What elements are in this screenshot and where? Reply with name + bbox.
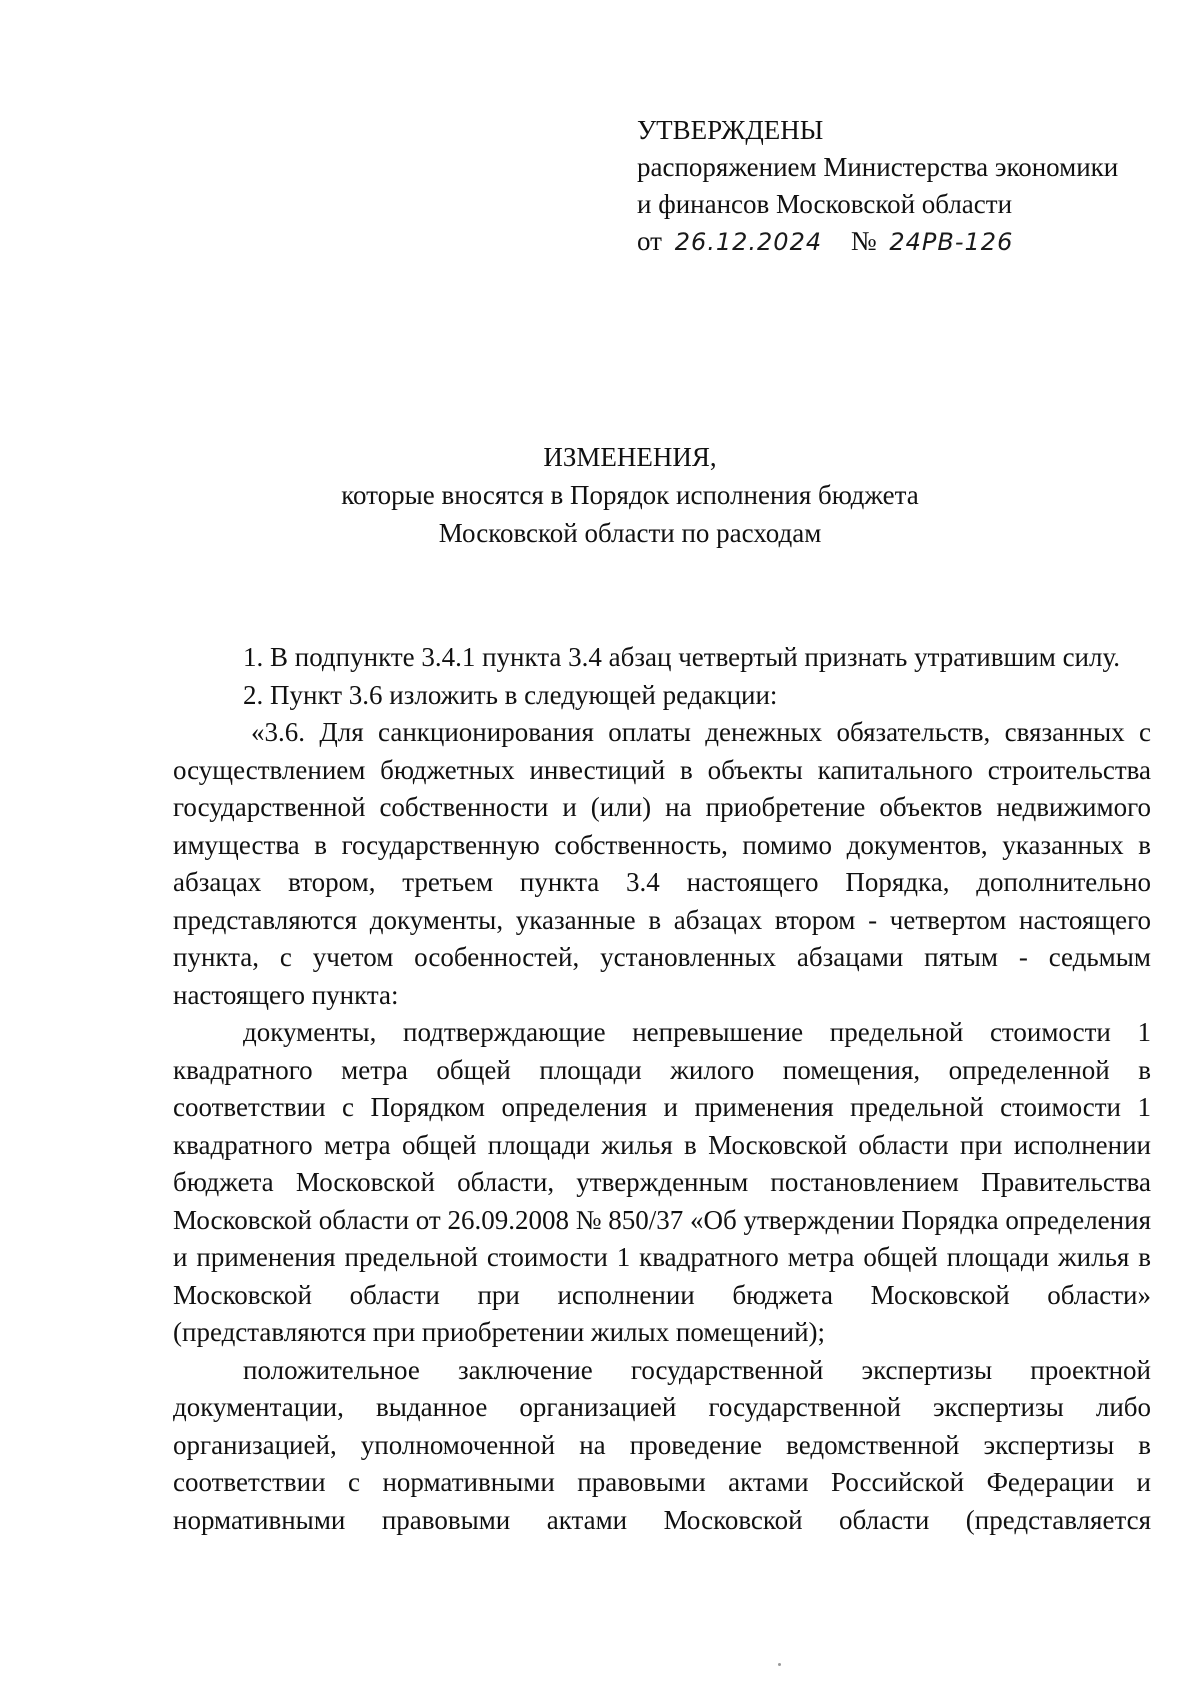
document-subtitle-line-1: которые вносятся в Порядок исполнения бюджета (341, 480, 919, 510)
approval-line-1: распоряжением Министерства экономики (637, 152, 1119, 182)
scan-speck (778, 1663, 781, 1666)
date-prefix: от (637, 226, 662, 256)
paragraph-1: 1. В подпункте 3.4.1 пункта 3.4 абзац четвертый признать утратившим силу. (243, 642, 1121, 672)
number-prefix: № (850, 226, 877, 256)
document-body (173, 639, 1151, 1539)
paragraph-4: документы, подтверждающие непревышение предельной стоимости 1 квадратного метра общей площади жилого помещения, определенной в соответствии с Порядком определения и применения предельной стоимости 1 квадратного метра общей площади жилья в Московской области при исполнении бюджета Московской области, утвержденным постановлением Правительства Московской области от 26.09.2008 № 850/37 «Об утверждении Порядка определения и применения предельной стоимости 1 квадратного метра общей площади жилья в Московской области при исполнении бюджета Московской области» (представляются при приобретении жилых помещений); (173, 1017, 1151, 1347)
approval-block (637, 112, 1177, 261)
paragraph-3: «3.6. Для санкционирования оплаты денежных обязательств, связанных с осуществлением бюджетных инвестиций в объекты капитального строительства государственной собственности и (или) на приобретение объектов недвижимого имущества в государственную собственность, помимо документов, указанных в абзацах втором, третьем пункта 3.4 настоящего Порядка, дополнительно представляются документы, указанные в абзацах втором - четвертом настоящего пункта, с учетом особенностей, установленных абзацами пятым - седьмым настоящего пункта: (173, 717, 1151, 1010)
paragraph-5: положительное заключение государственной экспертизы проектной документации, выданное организацией государственной экспертизы либо организацией, уполномоченной на проведение ведомственной экспертизы в соответствии с нормативными правовыми актами Российской Федерации и нормативными правовыми актами Московской области (представляется (173, 1354, 1151, 1535)
approval-date-number-line (637, 223, 1177, 261)
document-title-block (300, 438, 960, 552)
document-title: ИЗМЕНЕНИЯ, (543, 442, 717, 472)
approval-heading: УТВЕРЖДЕНЫ (637, 115, 824, 145)
handwritten-number: 24РВ-126 (889, 228, 1014, 256)
handwritten-date: 26.12.2024 (674, 228, 823, 256)
paragraph-2: 2. Пункт 3.6 изложить в следующей редакции: (243, 679, 778, 710)
document-subtitle-line-2: Московской области по расходам (438, 518, 822, 548)
approval-line-2: и финансов Московской области (637, 189, 1013, 219)
